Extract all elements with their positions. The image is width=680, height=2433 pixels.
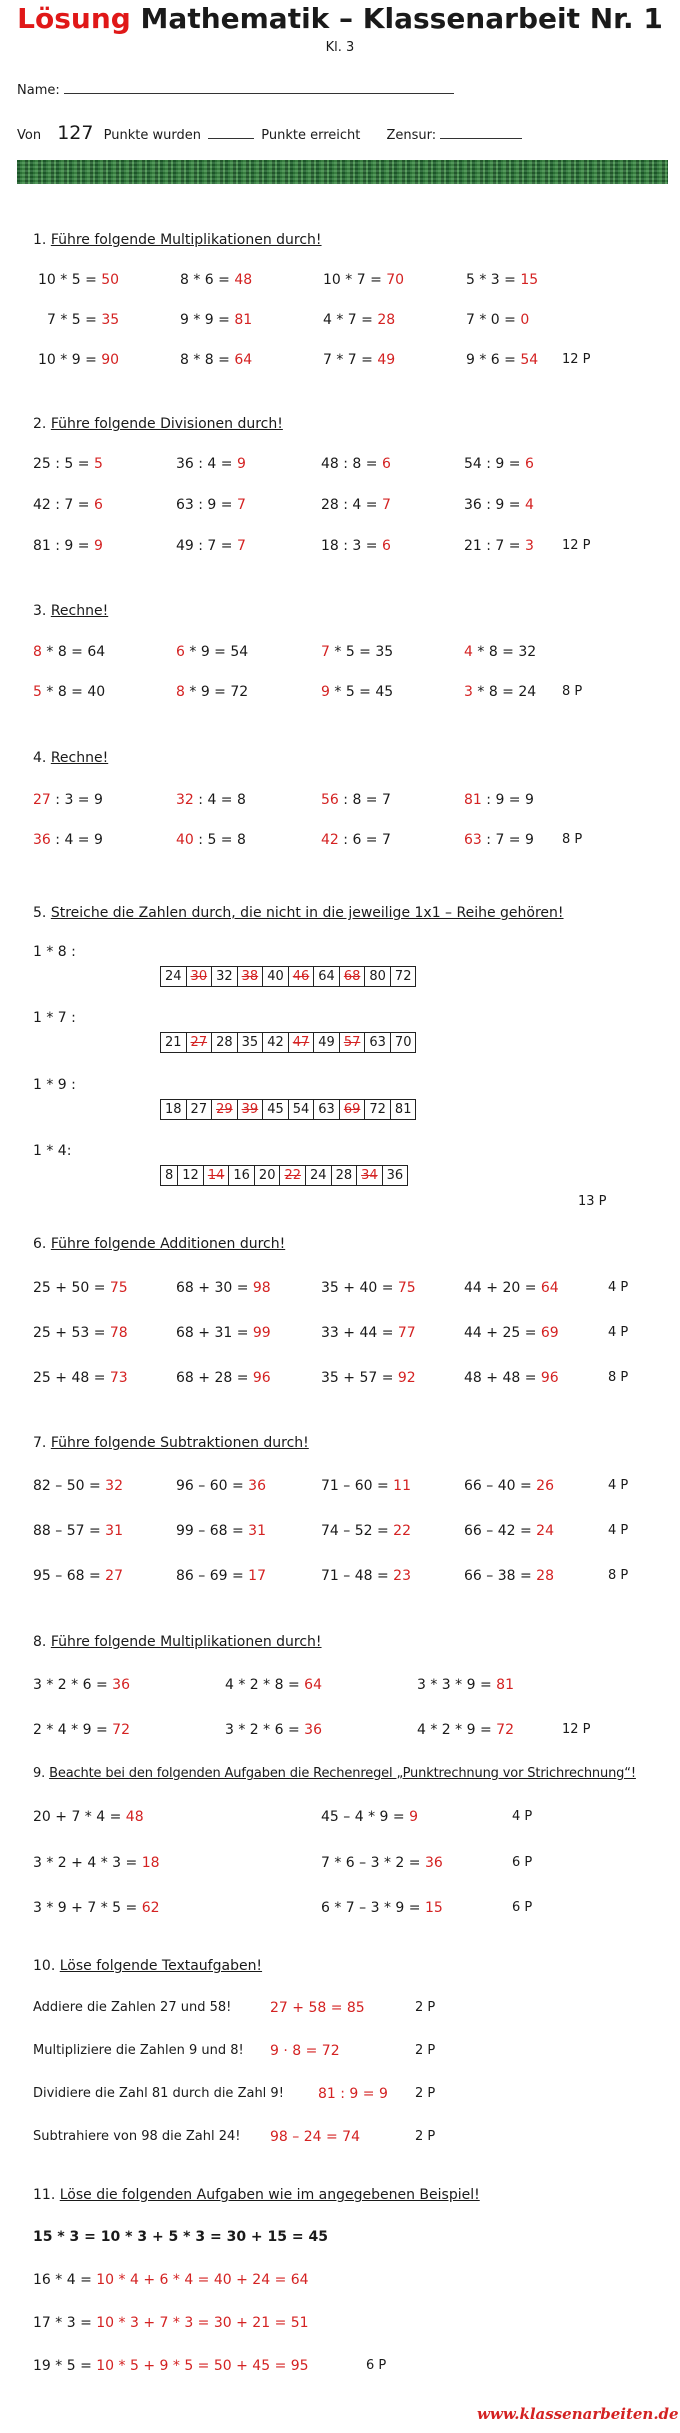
task-item: 25 + 50 = 75 <box>33 1280 128 1296</box>
points-reached-field[interactable] <box>208 125 254 139</box>
task-item: 68 + 28 = 96 <box>176 1370 271 1386</box>
task-item: 3 * 2 + 4 * 3 = 18 <box>33 1855 160 1871</box>
task-item: 71 – 60 = 11 <box>321 1478 411 1494</box>
number-cell: 27 <box>186 1100 212 1120</box>
word-problem: Addiere die Zahlen 27 und 58! <box>33 2000 232 2015</box>
points-label: 12 P <box>562 538 591 553</box>
task-item: 7 * 6 – 3 * 2 = 36 <box>321 1855 443 1871</box>
points-label: 8 P <box>562 684 583 699</box>
number-cell: 63 <box>365 1033 391 1053</box>
number-cell: 72 <box>365 1100 391 1120</box>
section-4-heading: 4. Rechne! <box>33 750 109 766</box>
struck-number-cell: 27 <box>186 1033 212 1053</box>
task-item: 35 + 57 = 92 <box>321 1370 416 1386</box>
points-label: 4 P <box>512 1809 533 1824</box>
task-item: 4 * 8 = 32 <box>464 644 537 660</box>
task-item: 21 : 7 = 3 <box>464 538 534 554</box>
points-label: 4 P <box>608 1478 629 1493</box>
task-item: 28 : 4 = 7 <box>321 497 391 513</box>
task-item: 5 * 8 = 40 <box>33 684 106 700</box>
section-2-heading: 2. Führe folgende Divisionen durch! <box>33 416 283 432</box>
section-11-heading: 11. Löse die folgenden Aufgaben wie im angegebenen Beispiel! <box>33 2187 480 2203</box>
number-cell: 63 <box>314 1100 340 1120</box>
task-item: 7 * 7 = 49 <box>323 352 396 368</box>
number-cell: 32 <box>212 967 238 987</box>
task-item: 2 * 4 * 9 = 72 <box>33 1722 130 1738</box>
word-problem-answer: 27 + 58 = 85 <box>270 2000 365 2016</box>
number-cell: 20 <box>254 1166 280 1186</box>
task-item: 3 * 2 * 6 = 36 <box>225 1722 322 1738</box>
task-item: 9 * 5 = 45 <box>321 684 394 700</box>
points-label: 2 P <box>415 2086 436 2101</box>
task-item: 96 – 60 = 36 <box>176 1478 266 1494</box>
task-item: 48 : 8 = 6 <box>321 456 391 472</box>
task-item: 3 * 8 = 24 <box>464 684 537 700</box>
task-item: 63 : 9 = 7 <box>176 497 246 513</box>
number-cell: 72 <box>390 967 416 987</box>
task-item: 71 – 48 = 23 <box>321 1568 411 1584</box>
section-1-heading: 1. Führe folgende Multiplikationen durch! <box>33 232 322 248</box>
task-item: 18 : 3 = 6 <box>321 538 391 554</box>
number-cell: 28 <box>331 1166 357 1186</box>
task-item: 10 * 5 = 50 <box>38 272 120 288</box>
struck-number-cell: 57 <box>339 1033 365 1053</box>
section-10-heading: 10. Löse folgende Textaufgaben! <box>33 1958 263 1974</box>
struck-number-cell: 38 <box>237 967 263 987</box>
task-item: 7 * 5 = 35 <box>47 312 120 328</box>
task-item: 27 : 3 = 9 <box>33 792 103 808</box>
number-cell: 18 <box>161 1100 187 1120</box>
task-item: 10 * 9 = 90 <box>38 352 120 368</box>
task-item: 4 * 2 * 8 = 64 <box>225 1677 322 1693</box>
class-label: Kl. 3 <box>325 40 355 55</box>
number-cell: 81 <box>390 1100 416 1120</box>
number-cell: 42 <box>263 1033 289 1053</box>
points-row: Von 127 Punkte wurden Punkte erreicht Zensur: <box>17 122 522 144</box>
struck-number-cell: 29 <box>212 1100 238 1120</box>
grade-field[interactable] <box>440 125 522 139</box>
struck-number-cell: 46 <box>288 967 314 987</box>
task-item: 16 * 4 = 10 * 4 + 6 * 4 = 40 + 24 = 64 <box>33 2272 309 2288</box>
number-cell: 16 <box>229 1166 255 1186</box>
number-cell: 49 <box>314 1033 340 1053</box>
number-cell: 40 <box>263 967 289 987</box>
task-item: 6 * 7 – 3 * 9 = 15 <box>321 1900 443 1916</box>
number-cell: 8 <box>161 1166 178 1186</box>
page-title: Lösung Mathematik – Klassenarbeit Nr. 1 <box>17 2 663 35</box>
number-row-table <box>160 1099 416 1120</box>
task-item: 42 : 6 = 7 <box>321 832 391 848</box>
task-item: 81 : 9 = 9 <box>464 792 534 808</box>
task-item: 32 : 4 = 8 <box>176 792 246 808</box>
task-item: 8 * 9 = 72 <box>176 684 249 700</box>
task-item: 19 * 5 = 10 * 5 + 9 * 5 = 50 + 45 = 95 <box>33 2358 309 2374</box>
task-item: 63 : 7 = 9 <box>464 832 534 848</box>
number-cell: 36 <box>382 1166 408 1186</box>
task-item: 17 * 3 = 10 * 3 + 7 * 3 = 30 + 21 = 51 <box>33 2315 309 2331</box>
struck-number-cell: 39 <box>237 1100 263 1120</box>
points-label: 13 P <box>578 1194 607 1209</box>
task-item: 48 + 48 = 96 <box>464 1370 559 1386</box>
points-label: 12 P <box>562 352 591 367</box>
struck-number-cell: 30 <box>186 967 212 987</box>
struck-number-cell: 68 <box>339 967 365 987</box>
task-item: 40 : 5 = 8 <box>176 832 246 848</box>
footer-link[interactable]: www.klassenarbeiten.de <box>477 2405 679 2423</box>
grass-banner <box>17 160 668 184</box>
task-item: 45 – 4 * 9 = 9 <box>321 1809 418 1825</box>
points-label: 6 P <box>366 2358 387 2373</box>
name-row: Name: <box>17 80 454 98</box>
word-problem-answer: 81 : 9 = 9 <box>318 2086 388 2102</box>
number-cell: 45 <box>263 1100 289 1120</box>
number-cell: 28 <box>212 1033 238 1053</box>
section-5-heading: 5. Streiche die Zahlen durch, die nicht in die jeweilige 1x1 – Reihe gehören! <box>33 905 564 921</box>
section-8-heading: 8. Führe folgende Multiplikationen durch! <box>33 1634 322 1650</box>
points-label: 8 P <box>608 1370 629 1385</box>
points-label: 8 P <box>562 832 583 847</box>
number-cell: 24 <box>306 1166 332 1186</box>
points-label: 4 P <box>608 1280 629 1295</box>
task-item: 8 * 8 = 64 <box>33 644 106 660</box>
points-total: 127 <box>57 122 94 144</box>
task-item: 3 * 3 * 9 = 81 <box>417 1677 514 1693</box>
task-item: 66 – 40 = 26 <box>464 1478 554 1494</box>
word-problem-answer: 98 – 24 = 74 <box>270 2129 360 2145</box>
number-cell: 35 <box>237 1033 263 1053</box>
task-item: 66 – 42 = 24 <box>464 1523 554 1539</box>
points-label: 2 P <box>415 2043 436 2058</box>
task-item: 33 + 44 = 77 <box>321 1325 416 1341</box>
task-item: 68 + 31 = 99 <box>176 1325 271 1341</box>
word-problem: Multipliziere die Zahlen 9 und 8! <box>33 2043 244 2058</box>
task-item: 54 : 9 = 6 <box>464 456 534 472</box>
number-cell: 80 <box>365 967 391 987</box>
task-item: 95 – 68 = 27 <box>33 1568 123 1584</box>
task-item: 49 : 7 = 7 <box>176 538 246 554</box>
task-item: 7 * 0 = 0 <box>466 312 530 328</box>
points-label: 12 P <box>562 1722 591 1737</box>
row-label: 1 * 8 : <box>33 944 76 960</box>
number-cell: 70 <box>390 1033 416 1053</box>
points-label: 2 P <box>415 2000 436 2015</box>
struck-number-cell: 69 <box>339 1100 365 1120</box>
task-item: 36 : 9 = 4 <box>464 497 534 513</box>
section-3-heading: 3. Rechne! <box>33 603 109 619</box>
task-item: 56 : 8 = 7 <box>321 792 391 808</box>
task-item: 9 * 6 = 54 <box>466 352 539 368</box>
worked-example: 15 * 3 = 10 * 3 + 5 * 3 = 30 + 15 = 45 <box>33 2229 328 2245</box>
row-label: 1 * 9 : <box>33 1077 76 1093</box>
task-item: 3 * 2 * 6 = 36 <box>33 1677 130 1693</box>
points-label: 6 P <box>512 1855 533 1870</box>
task-item: 9 * 9 = 81 <box>180 312 253 328</box>
number-cell: 21 <box>161 1033 187 1053</box>
task-item: 4 * 7 = 28 <box>323 312 396 328</box>
task-item: 44 + 25 = 69 <box>464 1325 559 1341</box>
number-row-table <box>160 1165 408 1186</box>
struck-number-cell: 47 <box>288 1033 314 1053</box>
task-item: 25 : 5 = 5 <box>33 456 103 472</box>
task-item: 42 : 7 = 6 <box>33 497 103 513</box>
number-row-table <box>160 1032 416 1053</box>
number-cell: 24 <box>161 967 187 987</box>
word-problem-answer: 9 · 8 = 72 <box>270 2043 340 2059</box>
task-item: 86 – 69 = 17 <box>176 1568 266 1584</box>
task-item: 6 * 9 = 54 <box>176 644 249 660</box>
task-item: 25 + 48 = 73 <box>33 1370 128 1386</box>
task-item: 82 – 50 = 32 <box>33 1478 123 1494</box>
task-item: 74 – 52 = 22 <box>321 1523 411 1539</box>
task-item: 68 + 30 = 98 <box>176 1280 271 1296</box>
number-cell: 64 <box>314 967 340 987</box>
struck-number-cell: 34 <box>357 1166 383 1186</box>
row-label: 1 * 4: <box>33 1143 72 1159</box>
task-item: 5 * 3 = 15 <box>466 272 539 288</box>
number-cell: 12 <box>178 1166 204 1186</box>
word-problem: Subtrahiere von 98 die Zahl 24! <box>33 2129 241 2144</box>
word-problem: Dividiere die Zahl 81 durch die Zahl 9! <box>33 2086 284 2101</box>
task-item: 3 * 9 + 7 * 5 = 62 <box>33 1900 160 1916</box>
task-item: 20 + 7 * 4 = 48 <box>33 1809 144 1825</box>
points-label: 4 P <box>608 1325 629 1340</box>
task-item: 8 * 8 = 64 <box>180 352 253 368</box>
number-cell: 54 <box>288 1100 314 1120</box>
task-item: 88 – 57 = 31 <box>33 1523 123 1539</box>
task-item: 99 – 68 = 31 <box>176 1523 266 1539</box>
points-label: 6 P <box>512 1900 533 1915</box>
section-9-heading: 9. Beachte bei den folgenden Aufgaben die Rechenregel „Punktrechnung vor Strichrechnung“! <box>33 1766 636 1781</box>
task-item: 4 * 2 * 9 = 72 <box>417 1722 514 1738</box>
task-item: 8 * 6 = 48 <box>180 272 253 288</box>
struck-number-cell: 22 <box>280 1166 306 1186</box>
points-label: 2 P <box>415 2129 436 2144</box>
section-6-heading: 6. Führe folgende Additionen durch! <box>33 1236 286 1252</box>
task-item: 7 * 5 = 35 <box>321 644 394 660</box>
task-item: 10 * 7 = 70 <box>323 272 405 288</box>
task-item: 66 – 38 = 28 <box>464 1568 554 1584</box>
points-label: 4 P <box>608 1523 629 1538</box>
row-label: 1 * 7 : <box>33 1010 76 1026</box>
task-item: 44 + 20 = 64 <box>464 1280 559 1296</box>
task-item: 35 + 40 = 75 <box>321 1280 416 1296</box>
points-label: 8 P <box>608 1568 629 1583</box>
name-field[interactable] <box>64 80 454 94</box>
task-item: 81 : 9 = 9 <box>33 538 103 554</box>
task-item: 36 : 4 = 9 <box>176 456 246 472</box>
task-item: 36 : 4 = 9 <box>33 832 103 848</box>
section-7-heading: 7. Führe folgende Subtraktionen durch! <box>33 1435 309 1451</box>
struck-number-cell: 14 <box>203 1166 229 1186</box>
task-item: 25 + 53 = 78 <box>33 1325 128 1341</box>
number-row-table <box>160 966 416 987</box>
